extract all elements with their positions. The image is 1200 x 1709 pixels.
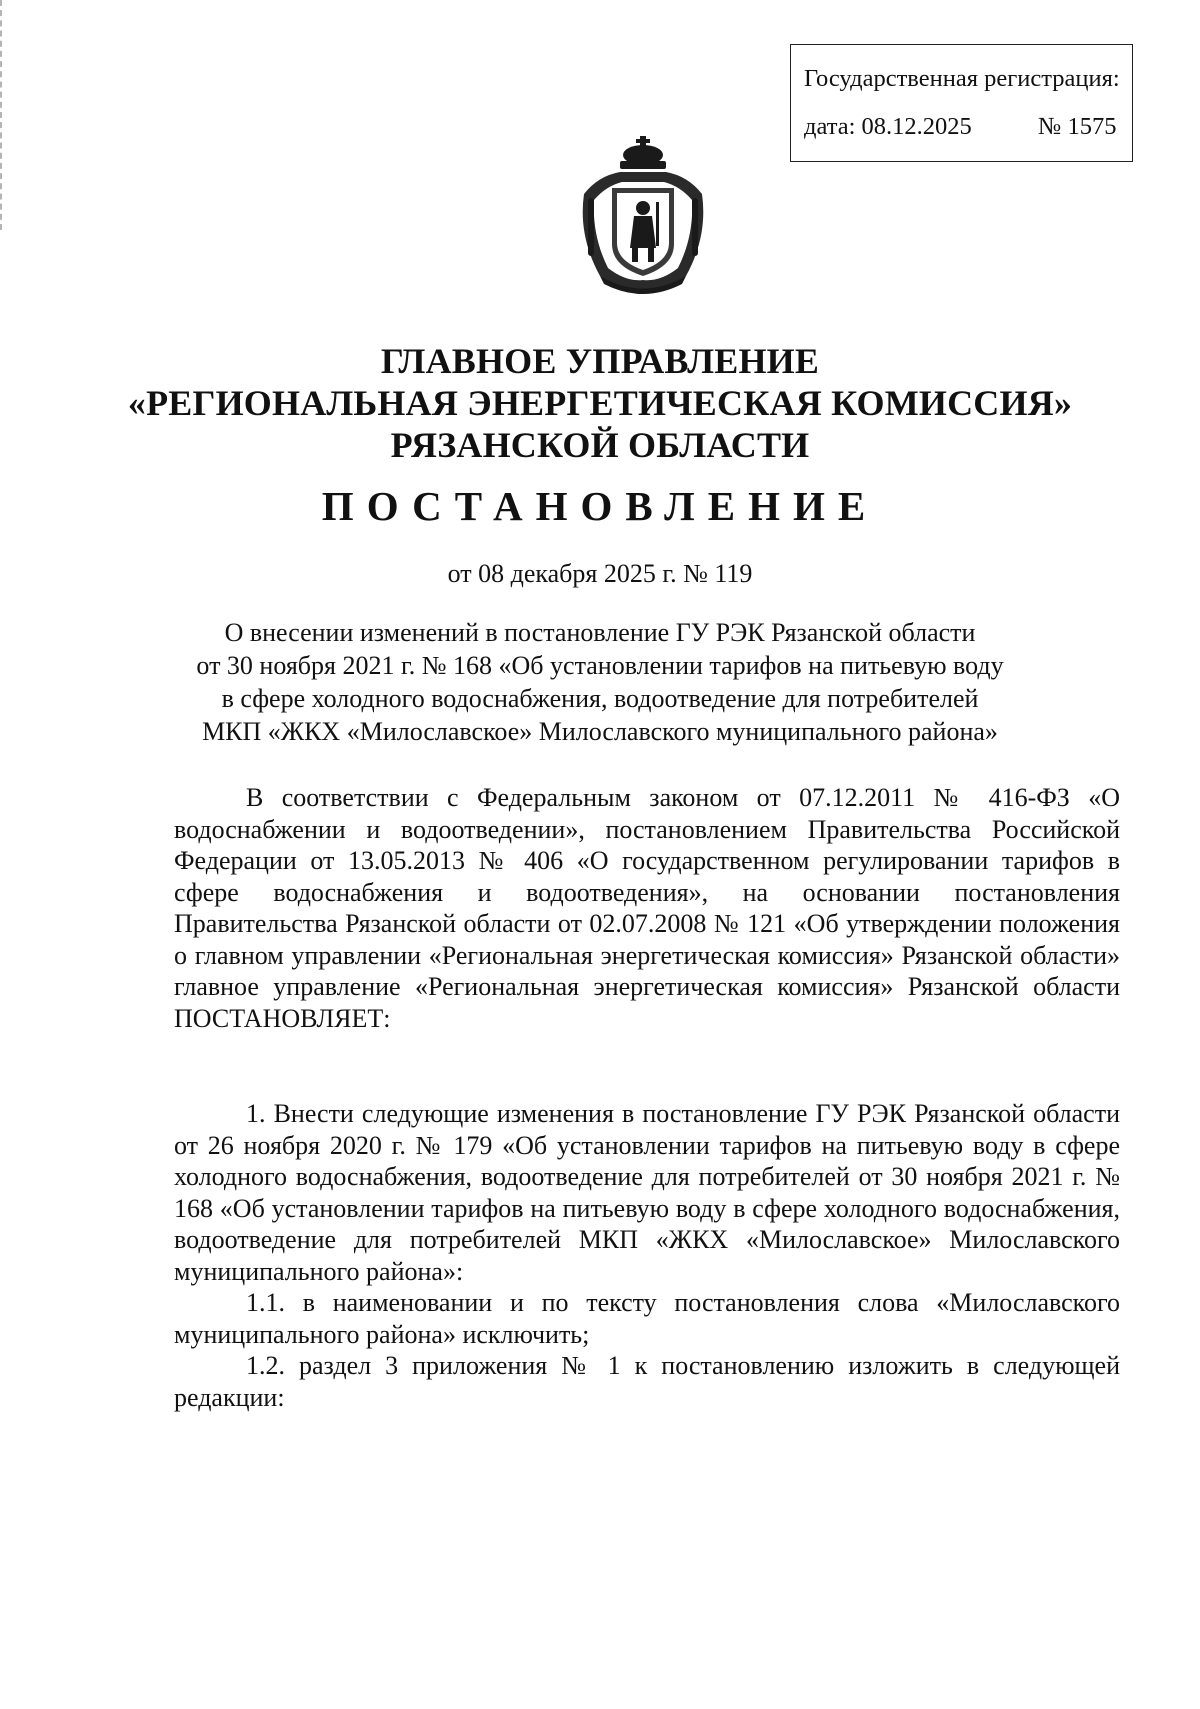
clause-1-2-paragraph: 1.2. раздел 3 приложения № 1 к постановлению изложить в следующей редакции: (174, 1351, 1120, 1412)
registration-number: № 1575 (1038, 113, 1117, 140)
document-date-number: от 08 декабря 2025 г. № 119 (447, 559, 753, 588)
clause-1-1-paragraph: 1.1. в наименовании и по тексту постановления слова «Милославского муниципального района» исключить; (174, 1288, 1120, 1349)
scan-edge-artifact (0, 0, 5, 230)
coat-of-arms-icon (570, 136, 716, 294)
subject-line-1: О внесении изменений в постановление ГУ РЭК Рязанской области (224, 618, 976, 647)
preamble-paragraph: В соответствии с Федеральным законом от 07.12.2011 № 416-ФЗ «О водоснабжении и водоотведении», постановлением Правительства Российской Федерации от 13.05.2013 № 406 «О государственном регулировании тарифов в сфере водоснабжения и водоотведения», на основании постановления Правительства Рязанской области от 02.07.2008 № 121 «Об утверждении положения о главном управлении «Региональная энергетическая комиссия» Рязанской области» главное управление «Региональная энергетическая комиссия» Рязанской области ПОСТАНОВЛЯЕТ: (174, 783, 1120, 1033)
clause-1-paragraph: 1. Внести следующие изменения в постановление ГУ РЭК Рязанской области от 26 ноября 2020 г. № 179 «Об установлении тарифов на питьевую воду в сфере холодного водоснабжения, водоотведение для потребителей от 30 ноября 2021 г. № 168 «Об установлении тарифов на питьевую воду в сфере холодного водоснабжения, водоотведение для потребителей МКП «ЖКХ «Милославское» Милославского муниципального района»: (174, 1099, 1120, 1286)
authority-title-line-2: «РЕГИОНАЛЬНАЯ ЭНЕРГЕТИЧЕСКАЯ КОМИССИЯ» (127, 383, 1073, 423)
registration-stamp (790, 44, 1133, 162)
registration-title: Государственная регистрация: (804, 65, 1120, 92)
authority-title-line-1: ГЛАВНОЕ УПРАВЛЕНИЕ (380, 341, 820, 381)
subject-line-2: от 30 ноября 2021 г. № 168 «Об установлении тарифов на питьевую воду (196, 651, 1004, 680)
document-subject (130, 616, 1070, 748)
document-type-heading: ПОСТАНОВЛЕНИЕ (321, 483, 879, 529)
authority-title-line-3: РЯЗАНСКОЙ ОБЛАСТИ (390, 425, 810, 465)
subject-line-3: в сфере холодного водоснабжения, водоотведение для потребителей (221, 684, 979, 713)
subject-line-4: МКП «ЖКХ «Милославское» Милославского муниципального района» (202, 717, 998, 746)
registration-date: дата: 08.12.2025 (804, 113, 972, 140)
